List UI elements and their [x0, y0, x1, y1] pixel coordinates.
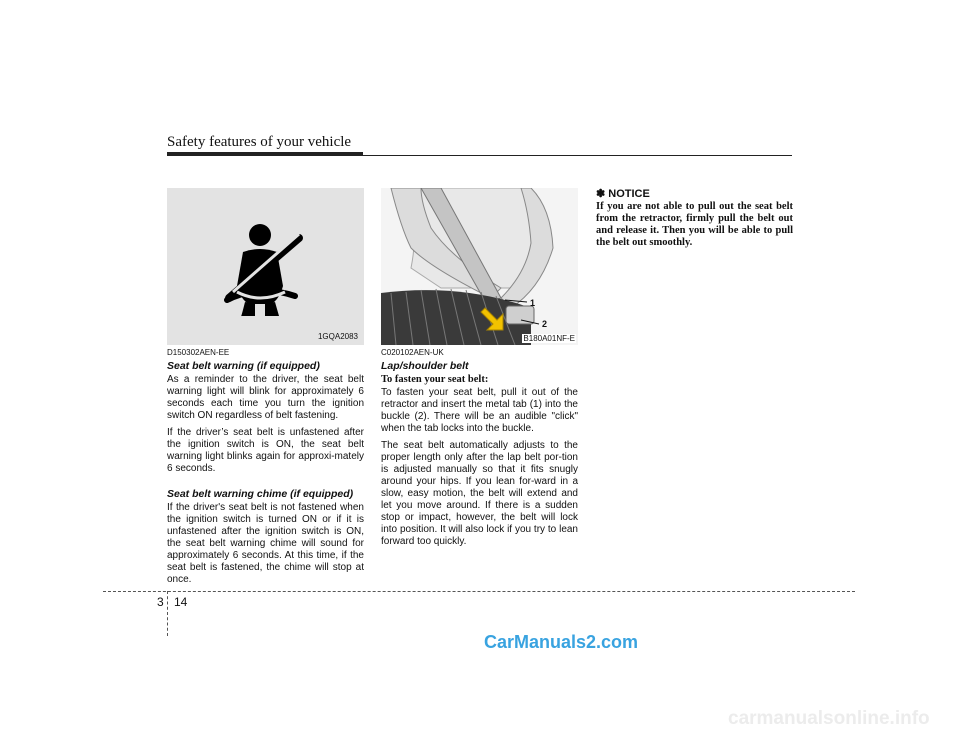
section-heading: Lap/shoulder belt — [381, 360, 469, 372]
paragraph: If the driver's seat belt is not fastened when the ignition switch is turned ON or if it is unfastened after the ignition switch is ON, the seat belt warning chime will sound for approximately 6 seconds. At this time, if the seat belt is fastened, the chime will stop at once. — [167, 502, 364, 585]
notice-body: If you are not able to pull out the seat belt from the retractor, firmly pull the belt out and release it. Then you will be able to pull the belt out smoothly. — [596, 201, 793, 248]
paragraph: To fasten your seat belt, pull it out of the retractor and insert the metal tab (1) into the buckle (2). There will be an audible "click" when the tab locks into the buckle. — [381, 387, 578, 434]
paragraph: If the driver’s seat belt is unfastened after the ignition switch is ON, the seat belt warning light blinks again for approxi-mately 6 seconds. — [167, 427, 364, 474]
figure-code: 1GQA2083 — [317, 332, 358, 341]
lap-shoulder-belt-figure — [381, 188, 578, 345]
left-body — [167, 374, 364, 480]
figure-code: B180A01NF-E — [523, 334, 575, 343]
watermark-link[interactable]: CarManuals2.com — [484, 632, 639, 652]
seat-belt-warning-icon — [167, 188, 364, 345]
paragraph: As a reminder to the driver, the seat belt warning light will blink for approximately 6 seconds each time you turn the ignition switch ON regardless of belt fastening. — [167, 374, 364, 421]
section-subheading: To fasten your seat belt: — [381, 374, 489, 385]
belt-fastening-illustration — [381, 188, 578, 345]
notice-title: ✽ NOTICE — [596, 188, 650, 200]
left-body-2 — [167, 502, 364, 591]
callout-1: 1 — [530, 298, 536, 308]
watermark-bottom: carmanualsonline.info — [728, 708, 930, 729]
header-rule — [167, 155, 792, 156]
callout-2: 2 — [542, 319, 548, 329]
middle-body — [381, 387, 578, 553]
footer-rule — [103, 591, 855, 592]
section-code: D150302AEN-EE — [167, 348, 230, 357]
paragraph: The seat belt automatically adjusts to the proper length only after the lap belt por-tion is adjusted manually so that it fits snugly around your hips. If you lean for-ward in a slow, easy motion, the belt will extend and let you move around. If there is a sudden stop or impact, however, the belt will lock into position. It will also lock if you try to lean forward too quickly. — [381, 440, 578, 547]
chapter-number: 3 — [157, 595, 164, 609]
section-heading: Seat belt warning (if equipped) — [167, 360, 320, 372]
page-header-title: Safety features of your vehicle — [167, 134, 352, 150]
page-number: 14 — [174, 595, 188, 609]
section-heading: Seat belt warning chime (if equipped) — [167, 488, 354, 500]
section-code: C020102AEN-UK — [381, 348, 444, 357]
seat-belt-warning-figure — [167, 188, 364, 345]
footer-vertical-rule — [167, 591, 168, 636]
